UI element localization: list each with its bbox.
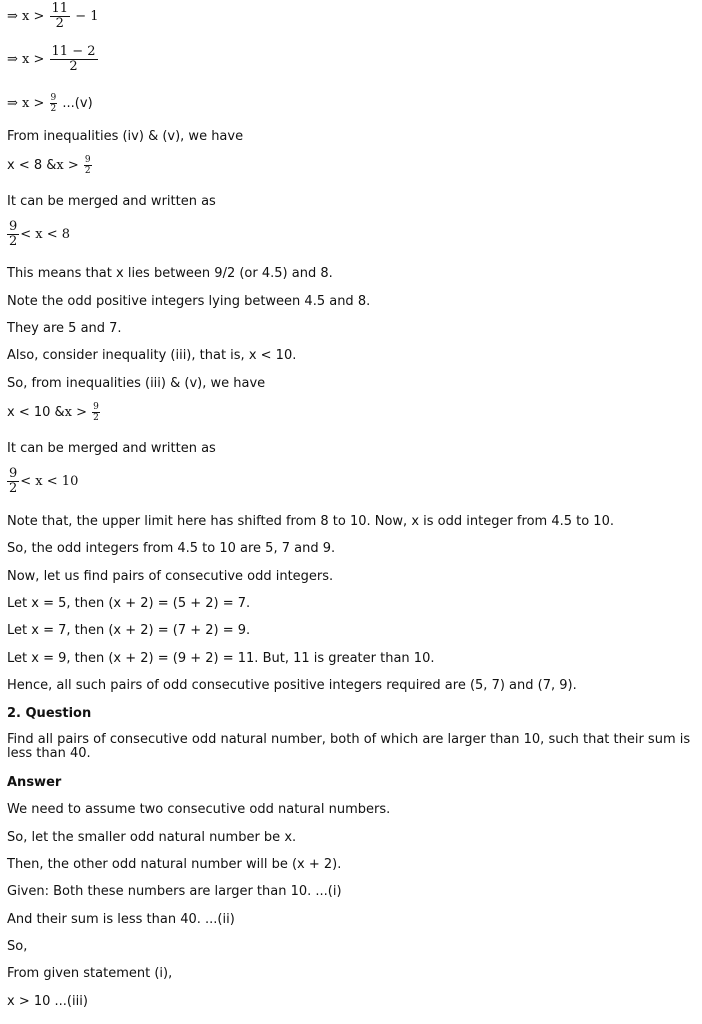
answer-heading: Answer bbox=[7, 775, 62, 790]
fraction: $\frac{9}{2}$ bbox=[9, 466, 18, 496]
fraction: $\frac{9}{2}$ bbox=[9, 219, 18, 249]
equation-step-d: x < 8 &x > $\frac{9}{2}$ bbox=[7, 155, 91, 176]
equation-step-b bbox=[7, 45, 99, 74]
question-heading: 2. Question bbox=[7, 706, 92, 721]
paragraph: Also, consider inequality (iii), that is, x < 10. bbox=[7, 348, 297, 363]
equation-lhs: ⇒ x > bbox=[7, 9, 45, 24]
paragraph: Note that, the upper limit here has shifted from 8 to 10. Now, x is odd integer from 4.5 to 10. bbox=[7, 514, 614, 529]
paragraph: And their sum is less than 40. ...(ii) bbox=[7, 912, 235, 927]
paragraph: Now, let us find pairs of consecutive odd integers. bbox=[7, 569, 334, 584]
paragraph: It can be merged and written as bbox=[7, 194, 216, 209]
equation-step-f: x < 10 &x > $\frac{9}{2}$ bbox=[7, 402, 99, 423]
paragraph: Hence, all such pairs of odd consecutive positive integers required are (5, 7) and (7, 9). bbox=[7, 678, 577, 693]
paragraph: So, the odd integers from 4.5 to 10 are 5, 7 and 9. bbox=[7, 541, 336, 556]
paragraph: Let x = 5, then (x + 2) = (5 + 2) = 7. bbox=[7, 596, 251, 611]
fraction: $\frac{9}{2}$ bbox=[93, 402, 99, 423]
question-text: Find all pairs of consecutive odd natural number, both of which are larger than 10, such that their sum is less than 40. bbox=[7, 732, 691, 761]
paragraph: From given statement (i), bbox=[7, 966, 173, 981]
paragraph: So, from inequalities (iii) & (v), we have bbox=[7, 376, 266, 391]
fraction: $\frac{9}{2}$ bbox=[84, 155, 91, 176]
paragraph: This means that x lies between 9/2 (or 4.5) and 8. bbox=[7, 266, 333, 281]
equation-step-e bbox=[7, 220, 70, 249]
paragraph: It can be merged and written as bbox=[7, 441, 216, 456]
paragraph: Then, the other odd natural number will be (x + 2). bbox=[7, 857, 342, 872]
fraction: $\frac{11}{2}$ bbox=[51, 1, 69, 31]
paragraph: Let x = 7, then (x + 2) = (7 + 2) = 9. bbox=[7, 623, 251, 638]
paragraph: They are 5 and 7. bbox=[7, 321, 122, 336]
paragraph: x > 10 ...(iii) bbox=[7, 994, 88, 1009]
paragraph: So, bbox=[7, 939, 28, 954]
fraction: $\frac{9}{2}$ bbox=[50, 93, 57, 114]
equation-step-c bbox=[7, 93, 93, 114]
paragraph: From inequalities (iv) & (v), we have bbox=[7, 129, 244, 144]
equation-rhs: < x < 10 bbox=[20, 474, 79, 489]
paragraph: Given: Both these numbers are larger than 10. ...(i) bbox=[7, 884, 342, 899]
paragraph: Let x = 9, then (x + 2) = (9 + 2) = 11. But, 11 is greater than 10. bbox=[7, 651, 435, 666]
paragraph: Note the odd positive integers lying between 4.5 and 8. bbox=[7, 294, 371, 309]
equation-rhs: − 1 bbox=[75, 9, 99, 24]
paragraph: We need to assume two consecutive odd natural numbers. bbox=[7, 802, 391, 817]
equation-lhs: ⇒ x > bbox=[7, 96, 45, 111]
paragraph: So, let the smaller odd natural number be x. bbox=[7, 830, 297, 845]
equation-label: ...(v) bbox=[62, 96, 93, 111]
equation-step-a bbox=[7, 2, 99, 31]
equation-rhs: < x < 8 bbox=[20, 227, 71, 242]
equation-lhs: ⇒ x > bbox=[7, 52, 45, 67]
equation-step-g bbox=[7, 467, 78, 496]
fraction: $\frac{11 - 2}{2}$ bbox=[51, 44, 96, 74]
